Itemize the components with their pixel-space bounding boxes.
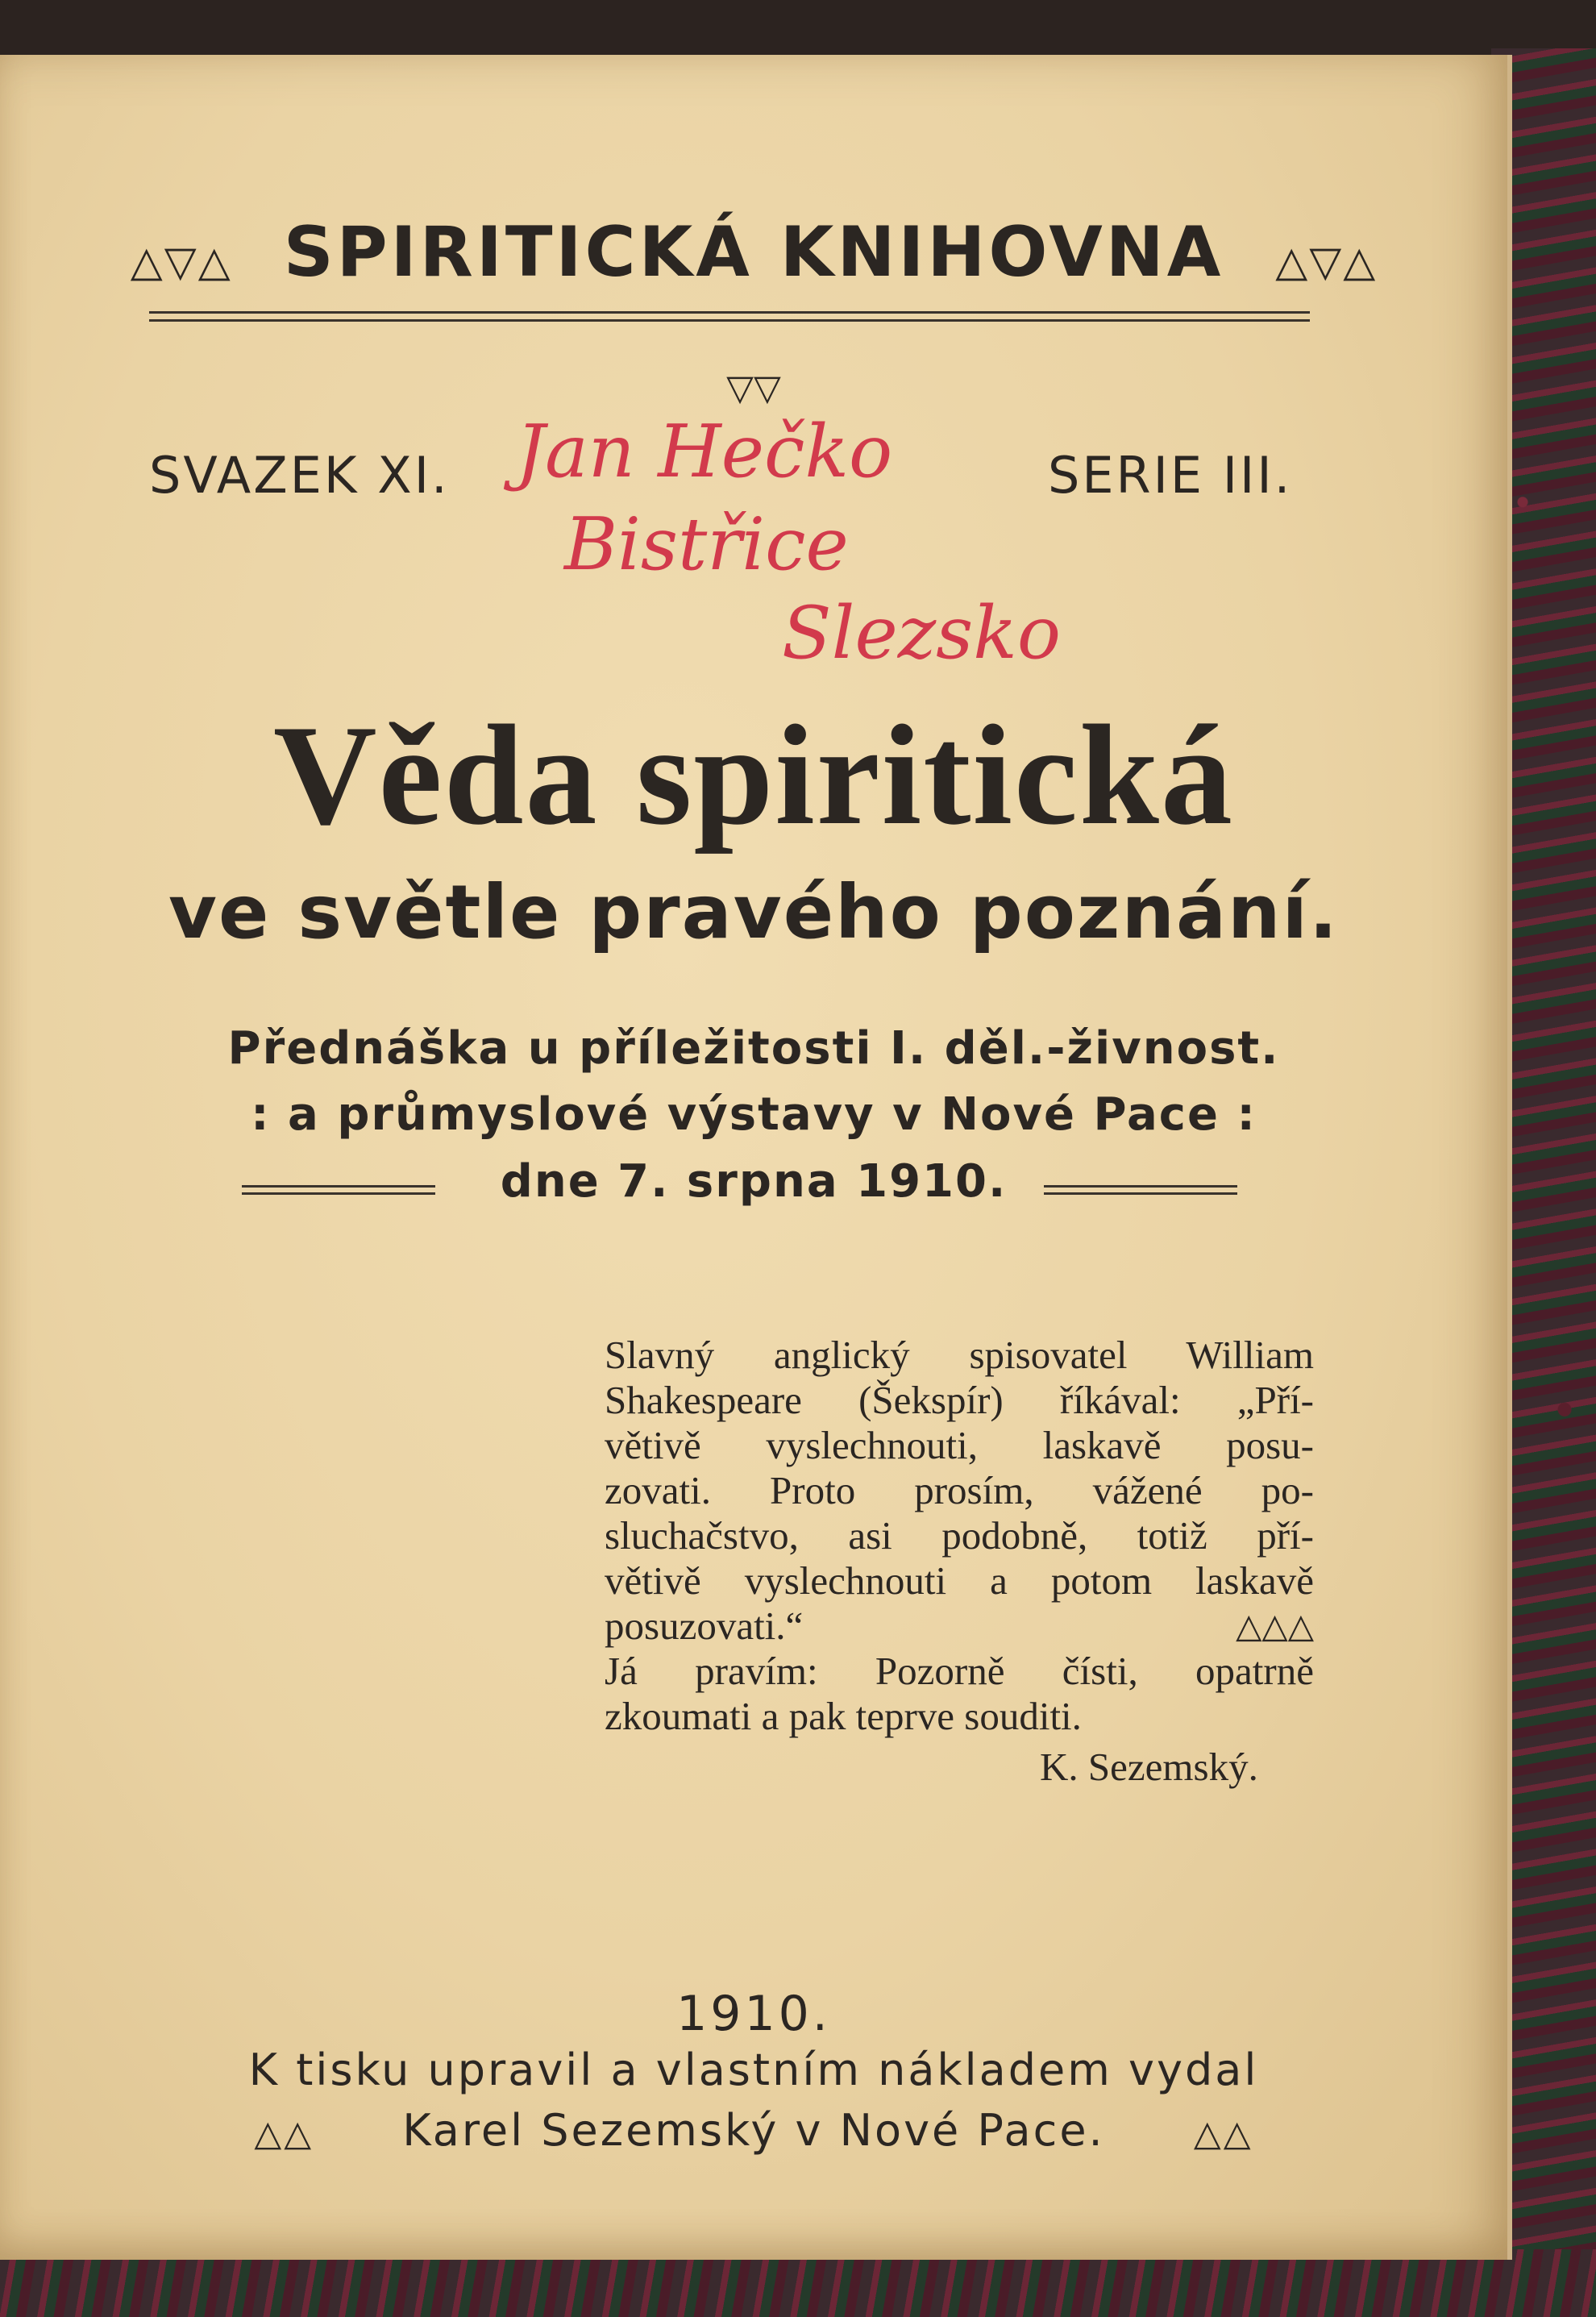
epigraph-line	[605, 1604, 1314, 1649]
publisher-name-text: Karel Sezemský v Nové Pace.	[402, 2105, 1105, 2156]
handwritten-region: Slezsko	[782, 591, 1062, 676]
triangle-ornament-icon: ▽▽	[726, 368, 781, 409]
triangle-ornament-icon: △△△	[1236, 1606, 1314, 1645]
epigraph-line: větivě vyslechnouti a potom laskavě	[605, 1558, 1314, 1603]
lecture-line-2: : a průmyslové výstavy v Nové Pace :	[251, 1088, 1257, 1141]
triangle-ornament-icon: △△	[254, 2113, 314, 2154]
triangle-ornament-icon: △▽△	[1275, 238, 1378, 286]
title-page	[0, 55, 1512, 2260]
signature: K. Sezemský.	[1040, 1745, 1258, 1789]
author-remark: Já pravím: Pozorně čísti, opatrně	[605, 1649, 1314, 1693]
series-title	[0, 212, 1507, 293]
author-remark: zkoumati a pak teprve souditi.	[605, 1694, 1082, 1738]
epigraph-last-line: posuzovati.“	[605, 1604, 804, 1648]
series-title-text: SPIRITICKÁ KNIHOVNA	[283, 212, 1224, 293]
volume-number: SVAZEK XI.	[149, 446, 450, 505]
epigraph-line: sluchačstvo, asi podobně, totiž pří-	[605, 1513, 1314, 1558]
divider	[149, 319, 1310, 322]
publisher-line: K tisku upravil a vlastním nákladem vydal	[248, 2045, 1259, 2095]
epigraph-line: zovati. Proto prosím, vážené po-	[605, 1468, 1314, 1512]
publication-year: 1910.	[676, 1986, 831, 2042]
epigraph-line: Shakespeare (Šekspír) říkával: „Pří-	[605, 1378, 1314, 1422]
subtitle: ve světle pravého poznání.	[168, 869, 1340, 955]
divider	[1044, 1185, 1237, 1195]
series-number: SERIE III.	[1048, 446, 1293, 505]
epigraph-line: větivě vyslechnouti, laskavě posu-	[605, 1423, 1314, 1467]
handwritten-town: Bistřice	[564, 502, 849, 587]
epigraph	[605, 1333, 1314, 1739]
triangle-ornament-icon: △▽△	[130, 238, 232, 286]
handwritten-name: Jan Hečko	[516, 410, 893, 494]
main-title: Věda spiritická	[273, 695, 1234, 855]
publisher-name	[0, 2105, 1507, 2156]
epigraph-line: Slavný anglický spisovatel William	[605, 1333, 1314, 1377]
triangle-ornament-icon: △△	[1193, 2113, 1253, 2154]
divider	[149, 311, 1310, 314]
lecture-date: dne 7. srpna 1910.	[500, 1155, 1008, 1208]
lecture-line-1: Přednáška u příležitosti I. děl.-živnost.	[227, 1022, 1280, 1075]
